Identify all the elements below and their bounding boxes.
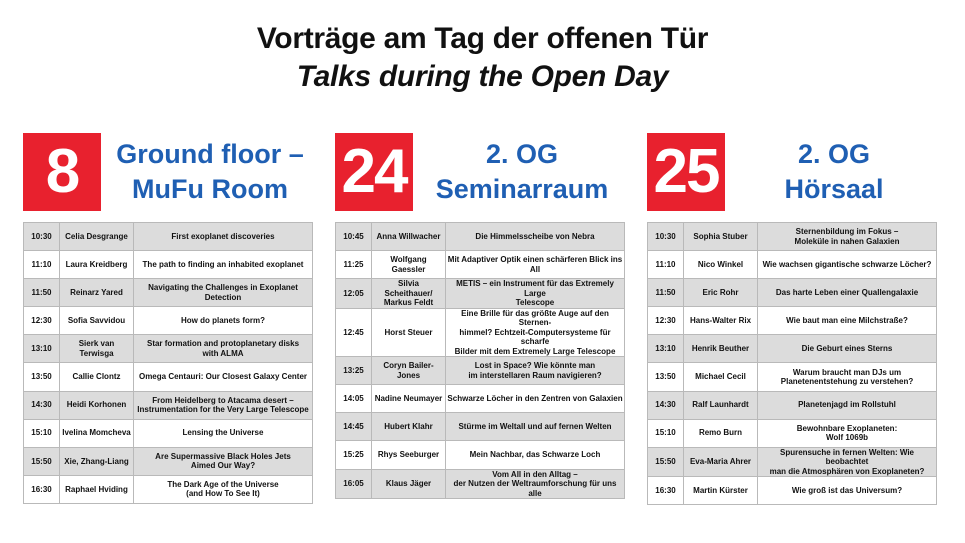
room-header-25: [647, 133, 937, 211]
talk-time: 15:10: [648, 419, 684, 447]
schedule-table-room-25: [647, 222, 937, 505]
talk-row: [24, 335, 313, 363]
talk-time: 13:10: [648, 335, 684, 363]
talk-row: [24, 391, 313, 419]
talk-title: Sternenbildung im Fokus – Moleküle in nahen Galaxien: [758, 223, 937, 251]
talk-speaker: Celia Desgrange: [60, 223, 134, 251]
room-name-line2: Seminarraum: [435, 174, 609, 204]
talk-time: 14:05: [336, 385, 372, 413]
talk-row: [336, 223, 625, 251]
talk-speaker: Wolfgang Gaessler: [372, 251, 446, 279]
talk-time: 15:50: [24, 447, 60, 475]
talk-row: [336, 441, 625, 469]
talk-title: Mein Nachbar, das Schwarze Loch: [446, 441, 625, 469]
talk-title: The Dark Age of the Universe (and How To See It): [134, 475, 313, 503]
talk-time: 11:50: [648, 279, 684, 307]
talk-row: [24, 279, 313, 307]
talk-title: Star formation and protoplanetary disks with ALMA: [134, 335, 313, 363]
talk-title: Das harte Leben einer Quallengalaxie: [758, 279, 937, 307]
talk-speaker: Xie, Zhang-Liang: [60, 447, 134, 475]
talk-title: Schwarze Löcher in den Zentren von Galaxien: [446, 385, 625, 413]
talk-speaker: Hans-Walter Rix: [684, 307, 758, 335]
talk-row: [336, 469, 625, 499]
talk-title: Stürme im Weltall und auf fernen Welten: [446, 413, 625, 441]
room-number-badge: 24: [335, 133, 413, 211]
talk-speaker: Remo Burn: [684, 419, 758, 447]
talk-speaker: Sofia Savvidou: [60, 307, 134, 335]
talk-row: [336, 279, 625, 309]
room-name-line1: Ground floor –: [116, 139, 304, 169]
talk-time: 14:30: [648, 391, 684, 419]
talk-speaker: Silvia Scheithauer/ Markus Feldt: [372, 279, 446, 309]
talk-title: Eine Brille für das größte Auge auf den Sternen- himmel? Echtzeit-Computersysteme für scharfe Bilder mit dem Extremely Large Telescope: [446, 308, 625, 357]
talk-speaker: Horst Steuer: [372, 308, 446, 357]
talk-row: [648, 363, 937, 391]
talk-title: METIS – ein Instrument für das Extremely Large Telescope: [446, 279, 625, 309]
talk-time: 12:30: [648, 307, 684, 335]
talk-speaker: Sophia Stuber: [684, 223, 758, 251]
schedule-table-room-8: [23, 222, 313, 504]
talk-row: [648, 307, 937, 335]
schedule-table-room-24: [335, 222, 625, 499]
talk-speaker: Raphael Hviding: [60, 475, 134, 503]
talk-time: 13:25: [336, 357, 372, 385]
talk-title: The path to finding an inhabited exoplanet: [134, 251, 313, 279]
talk-speaker: Eva-Maria Ahrer: [684, 447, 758, 477]
talk-time: 12:05: [336, 279, 372, 309]
talk-time: 15:10: [24, 419, 60, 447]
talk-time: 11:10: [24, 251, 60, 279]
talk-title: Die Himmelsscheibe von Nebra: [446, 223, 625, 251]
talk-time: 12:45: [336, 308, 372, 357]
talk-row: [336, 413, 625, 441]
talk-title: Warum braucht man DJs um Planetenentstehung zu verstehen?: [758, 363, 937, 391]
talk-row: [24, 251, 313, 279]
page-title: [0, 20, 965, 96]
talk-title: From Heidelberg to Atacama desert – Instrumentation for the Very Large Telescope: [134, 391, 313, 419]
talk-title: First exoplanet discoveries: [134, 223, 313, 251]
talk-title: Omega Centauri: Our Closest Galaxy Center: [134, 363, 313, 391]
talk-title: Bewohnbare Exoplaneten: Wolf 1069b: [758, 419, 937, 447]
talk-time: 16:30: [24, 475, 60, 503]
talk-speaker: Anna Willwacher: [372, 223, 446, 251]
room-header-8: [23, 133, 313, 211]
talk-title: Vom All in den Alltag – der Nutzen der Weltraumforschung für uns alle: [446, 469, 625, 499]
room-number-badge: 8: [23, 133, 101, 211]
talk-speaker: Michael Cecil: [684, 363, 758, 391]
room-number-badge: 25: [647, 133, 725, 211]
talk-title: Planetenjagd im Rollstuhl: [758, 391, 937, 419]
talk-time: 13:50: [24, 363, 60, 391]
talk-title: Wie wachsen gigantische schwarze Löcher?: [758, 251, 937, 279]
talk-time: 10:30: [24, 223, 60, 251]
talk-row: [336, 385, 625, 413]
room-name: [105, 133, 315, 211]
talk-row: [648, 251, 937, 279]
talk-row: [648, 447, 937, 477]
talk-speaker: Nadine Neumayer: [372, 385, 446, 413]
talk-row: [648, 477, 937, 505]
talk-title: Lensing the Universe: [134, 419, 313, 447]
talk-row: [648, 335, 937, 363]
talk-row: [648, 279, 937, 307]
talk-row: [24, 223, 313, 251]
talk-title: Mit Adaptiver Optik einen schärferen Blick ins All: [446, 251, 625, 279]
talk-title: Wie baut man eine Milchstraße?: [758, 307, 937, 335]
talk-speaker: Laura Kreidberg: [60, 251, 134, 279]
talk-speaker: Callie Clontz: [60, 363, 134, 391]
talk-title: Spurensuche in fernen Welten: Wie beobachtet man die Atmosphären von Exoplaneten?: [758, 447, 937, 477]
talk-speaker: Klaus Jäger: [372, 469, 446, 499]
talk-time: 16:30: [648, 477, 684, 505]
talk-time: 15:50: [648, 447, 684, 477]
talk-row: [648, 419, 937, 447]
room-name-line2: Hörsaal: [784, 174, 884, 204]
talk-row: [336, 308, 625, 357]
talk-time: 11:25: [336, 251, 372, 279]
talk-time: 16:05: [336, 469, 372, 499]
talk-speaker: Ivelina Momcheva: [60, 419, 134, 447]
room-name-line1: 2. OG: [485, 139, 559, 169]
talk-time: 14:30: [24, 391, 60, 419]
talk-title: How do planets form?: [134, 307, 313, 335]
talk-time: 11:50: [24, 279, 60, 307]
talk-time: 12:30: [24, 307, 60, 335]
talk-speaker: Hubert Klahr: [372, 413, 446, 441]
talk-time: 10:30: [648, 223, 684, 251]
talk-time: 10:45: [336, 223, 372, 251]
talk-row: [24, 307, 313, 335]
room-name: [417, 133, 627, 211]
talk-speaker: Reinarz Yared: [60, 279, 134, 307]
title-english: Talks during the Open Day: [296, 60, 669, 93]
talk-row: [648, 391, 937, 419]
talk-title: Lost in Space? Wie könnte man im interstellaren Raum navigieren?: [446, 357, 625, 385]
talk-speaker: Martin Kürster: [684, 477, 758, 505]
talk-speaker: Henrik Beuther: [684, 335, 758, 363]
talk-time: 13:50: [648, 363, 684, 391]
talk-title: Wie groß ist das Universum?: [758, 477, 937, 505]
talk-title: Navigating the Challenges in Exoplanet Detection: [134, 279, 313, 307]
talk-row: [24, 419, 313, 447]
room-name-line2: MuFu Room: [132, 174, 288, 204]
talk-row: [24, 475, 313, 503]
talk-speaker: Rhys Seeburger: [372, 441, 446, 469]
talk-title: Die Geburt eines Sterns: [758, 335, 937, 363]
room-name-line1: 2. OG: [797, 139, 871, 169]
talk-row: [336, 357, 625, 385]
talk-row: [648, 223, 937, 251]
talk-speaker: Ralf Launhardt: [684, 391, 758, 419]
talk-time: 14:45: [336, 413, 372, 441]
talk-time: 11:10: [648, 251, 684, 279]
talk-row: [336, 251, 625, 279]
talk-speaker: Eric Rohr: [684, 279, 758, 307]
talk-row: [24, 363, 313, 391]
talk-speaker: Heidi Korhonen: [60, 391, 134, 419]
title-german: Vorträge am Tag der offenen Tür: [256, 22, 709, 55]
talk-time: 13:10: [24, 335, 60, 363]
talk-speaker: Nico Winkel: [684, 251, 758, 279]
room-name: [729, 133, 939, 211]
talk-title: Are Supermassive Black Holes Jets Aimed Our Way?: [134, 447, 313, 475]
talk-speaker: Coryn Bailer-Jones: [372, 357, 446, 385]
talk-speaker: Sierk van Terwisga: [60, 335, 134, 363]
room-header-24: [335, 133, 625, 211]
talk-row: [24, 447, 313, 475]
talk-time: 15:25: [336, 441, 372, 469]
